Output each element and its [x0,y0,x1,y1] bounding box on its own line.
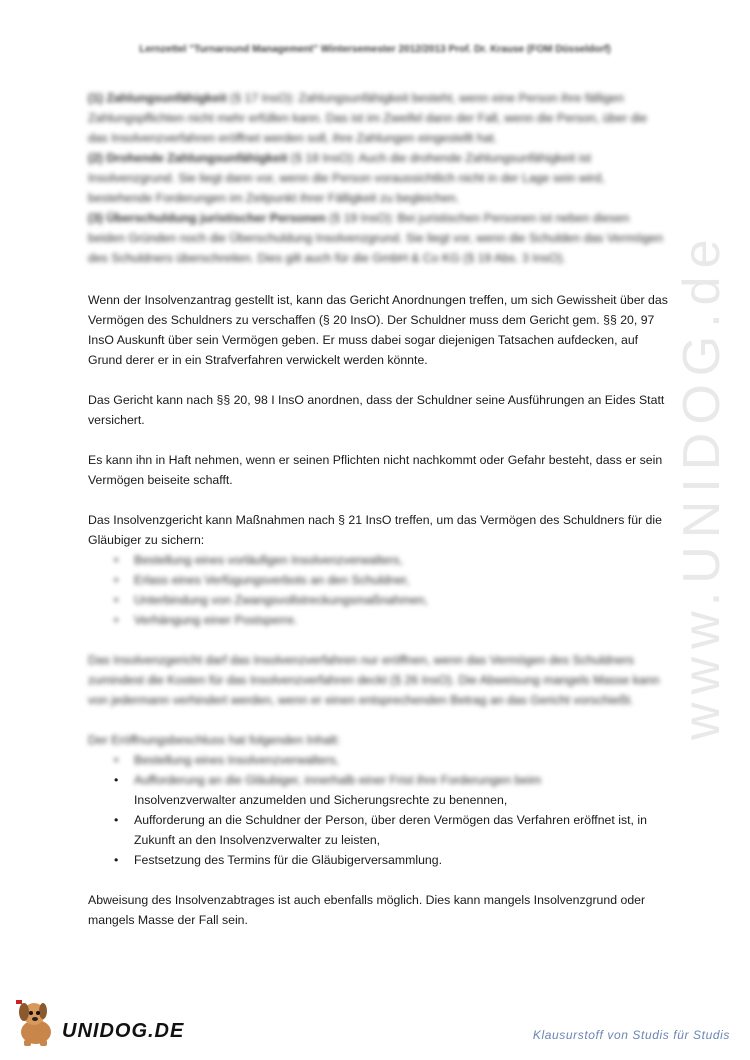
logo-text: UNIDOG.DE [62,1020,185,1042]
list-item-visible-line: Insolvenzverwalter anzumelden und Sicherungsrechte zu benennen, [134,793,508,807]
definition-text: (§ 18 InsO): Auch die drohende Zahlungsunfähigkeit ist Insolvenzgrund. Sie liegt dann vor, wenn die Person voraussichtlich nicht in der Lage sein wird, bestehende Forderungen im Zeitpunkt ihrer Fälligkeit zu begleichen. [88,151,605,205]
paragraph-abweisung: Abweisung des Insolvenzabtrages ist auch ebenfalls möglich. Dies kann mangels Insolvenzgrund oder mangels Masse der Fall sein. [88,893,646,927]
unidog-logo [10,992,190,1052]
opening-decision-list [88,750,668,870]
page-header: Lernzettel "Turnaround Management" Wintersemester 2012/2013 Prof. Dr. Krause (FOM Düsseldorf) [139,44,611,55]
paragraph-haft: Es kann ihn in Haft nehmen, wenn er seinen Pflichten nicht nachkommt oder Gefahr besteht, dass er sein Vermögen beiseite schafft. [88,453,663,487]
definition-zahlungsunfaehigkeit [88,88,668,148]
definition-label: (1) Zahlungsunfähigkeit [88,91,227,105]
paragraph-abweisung-mangels-masse: Das Insolvenzgericht darf das Insolvenzverfahren nur eröffnen, wenn das Vermögen des Schuldners zumindest die Kosten für das Insolvenzverfahren deckt (§ 26 InsO). Die Abweisung mangels Masse kann von jedermann verhindert werden, wenn er einen entsprechenden Betrag an das Gericht vorschießt. [88,653,660,707]
definition-ueberschuldung [88,208,668,268]
list-item: • Verhängung einer Postsperre. [134,610,668,630]
measures-list [88,550,668,630]
dog-mascot-icon [10,992,64,1050]
paragraph-auskunft: Wenn der Insolvenzantrag gestellt ist, kann das Gericht Anordnungen treffen, um sich Gewissheit über das Vermögen des Schuldners zu verschaffen (§ 20 InsO). Der Schuldner muss dem Gericht gem. §§ 20, 97 InsO Auskunft über sein Vermögen geben. Er muss dabei sogar diejenigen Tatsachen aufdecken, auf Grund derer er in ein Strafverfahren verwickelt werden könnte. [88,293,668,367]
paragraph-eides-statt: Das Gericht kann nach §§ 20, 98 I InsO anordnen, dass der Schuldner seine Ausführungen an Eides Statt versichert. [88,393,665,427]
list-item: • Festsetzung des Termins für die Gläubigerversammlung. [134,850,668,870]
list-item: • Erlass eines Verfügungsverbots an den Schuldner, [134,570,668,590]
document-body [88,88,668,950]
footer-tagline: Klausurstoff von Studis für Studis [532,1028,730,1042]
list-item: • Unterbindung von Zwangsvollstreckungsmaßnahmen, [134,590,668,610]
definition-label: (3) Überschuldung juristischer Personen [88,211,326,225]
list-item: • Aufforderung an die Schuldner der Person, über deren Vermögen das Verfahren eröffnet ist, in Zukunft an den Insolvenzverwalter zu leisten, [134,810,668,850]
paragraph-massnahmen-intro: Das Insolvenzgericht kann Maßnahmen nach § 21 InsO treffen, um das Vermögen des Schuldners für die Gläubiger zu sichern: [88,513,662,547]
list-item [134,770,668,810]
paragraph-eroeffnungsbeschluss-intro: Der Eröffnungsbeschluss hat folgenden Inhalt: [88,733,341,747]
insolvency-grounds-section [88,88,668,268]
watermark: www.UNIDOG.de [673,231,731,740]
definition-label: (2) Drohende Zahlungsunfähigkeit [88,151,288,165]
definition-drohende-zahlungsunfaehigkeit [88,148,668,208]
list-item: • Bestellung eines vorläufigen Insolvenzverwalters, [134,550,668,570]
definition-text: (§ 19 InsO): Bei juristischen Personen ist neben diesen beiden Gründen noch die Überschuldung Insolvenzgrund. Sie liegt vor, wenn die Schulden das Vermögen des Schuldners überschreiten. Dies gilt auch für die GmbH & Co KG (§ 19 Abs. 3 InsO). [88,211,663,265]
list-item-blurred-line: • Aufforderung an die Gläubiger, innerhalb einer Frist ihre Forderungen beim [134,773,542,787]
list-item: • Bestellung eines Insolvenzverwalters, [134,750,668,770]
definition-text: (§ 17 InsO): Zahlungsunfähigkeit besteht, wenn eine Person ihre fälligen Zahlungspflichten nicht mehr erfüllen kann. Das ist im Zweifel dann der Fall, wenn die Person, über die das Insolvenzverfahren eröffnet werden soll, ihre Zahlungen eingestellt hat. [88,91,648,145]
